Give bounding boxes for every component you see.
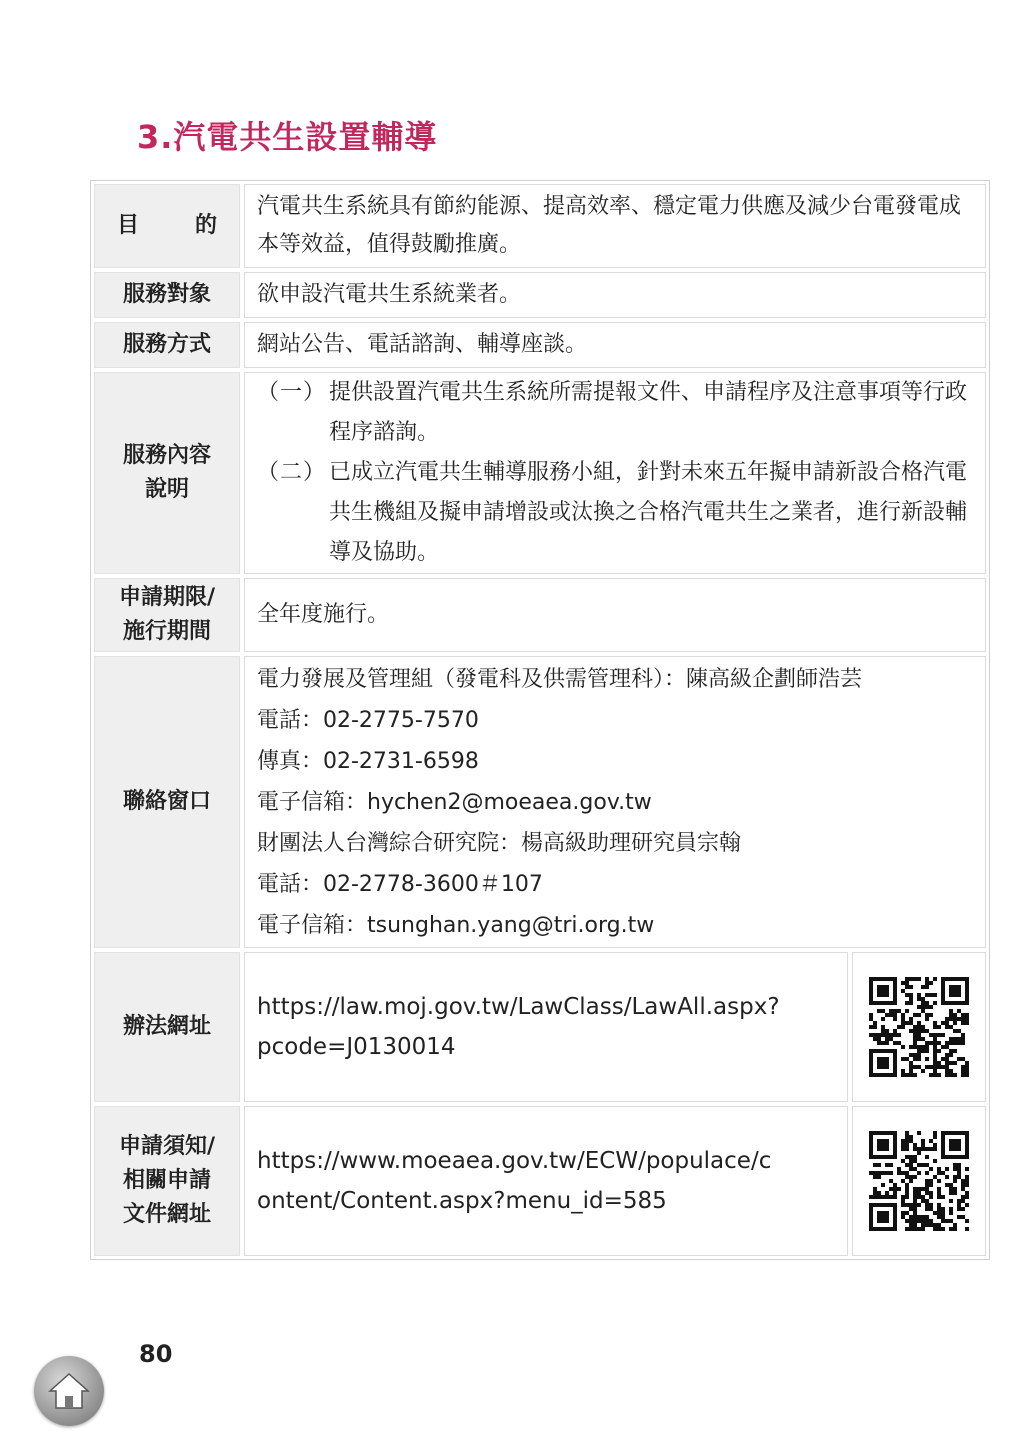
page-number: 80 xyxy=(139,1340,173,1368)
item-text: 已成立汽電共生輔導服務小組，針對未來五年擬申請新設合格汽電共生機組及擬申請增設或汰換之合格汽電共生之業者，進行新設輔導及協助。 xyxy=(329,460,968,565)
row-period xyxy=(94,578,986,652)
contact-content xyxy=(244,656,986,948)
label-docs-line1: 申請須知/ xyxy=(118,1134,216,1159)
description-item xyxy=(257,453,973,573)
docs-url-line2: ontent/Content.aspx?menu_id=585 xyxy=(257,1188,667,1214)
label-period-line1: 申請期限/ xyxy=(118,585,216,610)
label-description-line1: 服務內容 xyxy=(122,443,211,468)
label-docs-line2: 相關申請 xyxy=(122,1168,211,1193)
label-docs-url xyxy=(94,1106,240,1256)
description-item xyxy=(257,373,973,453)
target-text: 欲申設汽電共生系統業者。 xyxy=(244,272,986,318)
label-purpose xyxy=(94,184,240,268)
item-number: （一） xyxy=(257,380,327,405)
label-period xyxy=(94,578,240,652)
contact-line: 電子信箱：hychen2@moeaea.gov.tw xyxy=(257,789,652,815)
qr-code-icon xyxy=(869,977,969,1077)
home-icon xyxy=(47,1371,91,1411)
label-contact: 聯絡窗口 xyxy=(94,656,240,948)
row-contact xyxy=(94,656,986,948)
contact-line: 電話：02-2775-7570 xyxy=(257,707,479,733)
method-text: 網站公告、電話諮詢、輔導座談。 xyxy=(244,322,986,368)
contact-line: 電話：02-2778-3600＃107 xyxy=(257,871,543,897)
row-description xyxy=(94,372,986,574)
section-title: 3.汽電共生設置輔導 xyxy=(137,118,438,156)
item-text: 提供設置汽電共生系統所需提報文件、申請程序及注意事項等行政程序諮詢。 xyxy=(329,380,968,445)
contact-line: 電子信箱：tsunghan.yang@tri.org.tw xyxy=(257,912,655,938)
label-method: 服務方式 xyxy=(94,322,240,368)
row-target xyxy=(94,272,986,318)
label-description xyxy=(94,372,240,574)
label-law-url: 辦法網址 xyxy=(94,952,240,1102)
qr-code-icon xyxy=(869,1131,969,1231)
docs-url-link[interactable] xyxy=(244,1106,848,1256)
law-qr-box xyxy=(852,952,986,1102)
description-content xyxy=(244,372,986,574)
item-number: （二） xyxy=(257,460,327,485)
law-url-line2: pcode=J0130014 xyxy=(257,1034,456,1060)
label-purpose-left: 目 xyxy=(117,213,140,238)
contact-line: 傳真：02-2731-6598 xyxy=(257,748,479,774)
law-url-link[interactable] xyxy=(244,952,848,1102)
row-docs-url xyxy=(94,1106,986,1256)
law-url-line1: https://law.moj.gov.tw/LawClass/LawAll.aspx? xyxy=(257,994,780,1020)
label-description-line2: 說明 xyxy=(144,477,189,502)
docs-qr-box xyxy=(852,1106,986,1256)
label-target: 服務對象 xyxy=(94,272,240,318)
label-purpose-right: 的 xyxy=(194,213,217,238)
label-docs-line3: 文件網址 xyxy=(122,1202,211,1227)
contact-line: 財團法人台灣綜合研究院：楊高級助理研究員宗翰 xyxy=(257,830,742,856)
contact-line: 電力發展及管理組（發電科及供需管理科）：陳高級企劃師浩芸 xyxy=(257,666,863,692)
row-law-url xyxy=(94,952,986,1102)
docs-url-line1: https://www.moeaea.gov.tw/ECW/populace/c xyxy=(257,1148,772,1174)
label-period-line2: 施行期間 xyxy=(122,619,211,644)
row-purpose xyxy=(94,184,986,268)
period-text: 全年度施行。 xyxy=(244,578,986,652)
row-method xyxy=(94,322,986,368)
service-info-table xyxy=(90,180,990,1260)
home-button[interactable] xyxy=(34,1356,104,1426)
purpose-text: 汽電共生系統具有節約能源、提高效率、穩定電力供應及減少台電發電成本等效益，值得鼓勵推廣。 xyxy=(244,184,986,268)
